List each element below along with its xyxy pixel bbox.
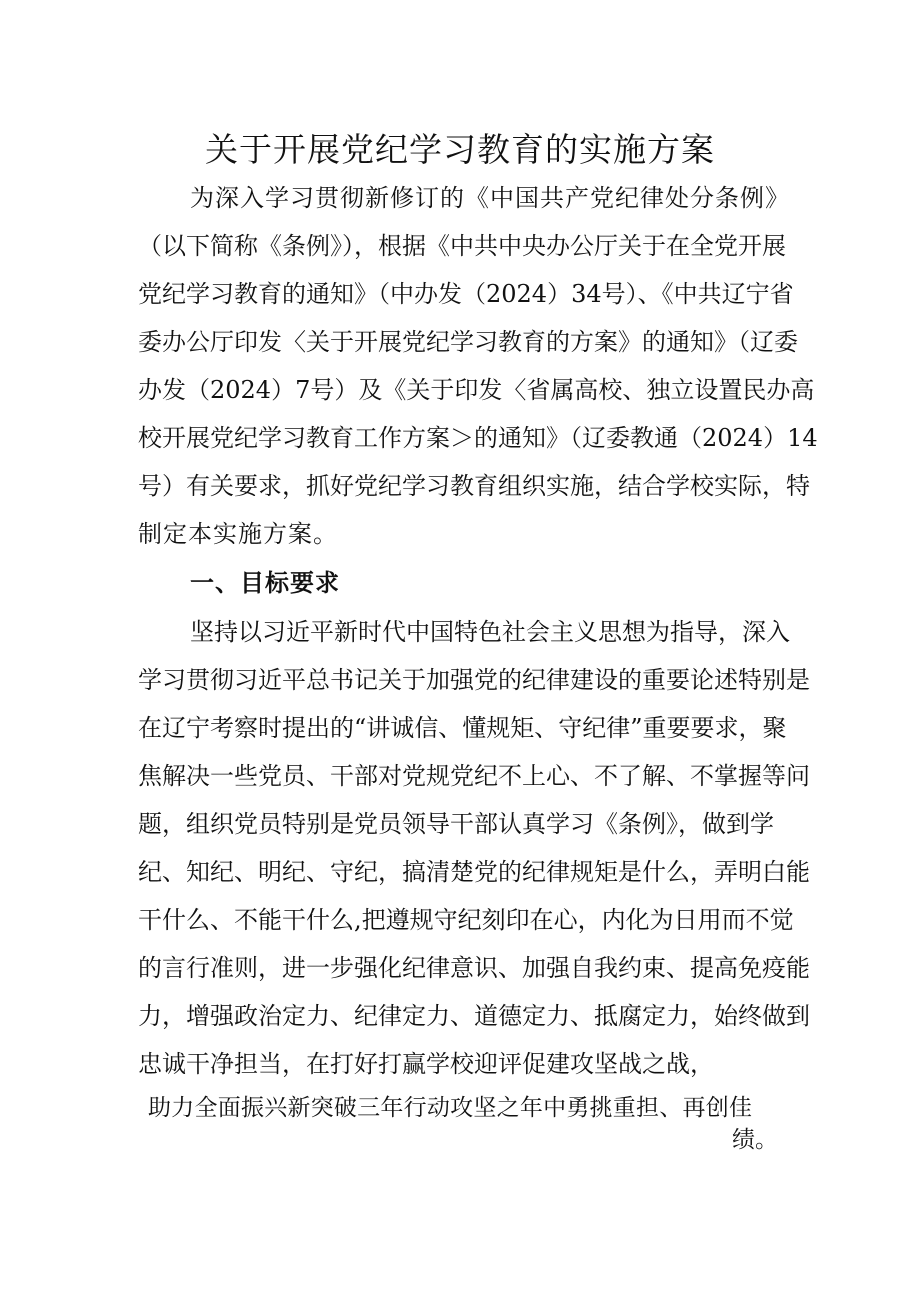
- section1-line-11: 助力全面振兴新突破三年行动攻坚之年中勇挑重担、再创佳: [148, 1095, 752, 1121]
- section1-line-1: 坚持以习近平新时代中国特色社会主义思想为指导，深入: [190, 618, 790, 646]
- intro-line-1: 为深入学习贯彻新修订的《中国共产党纪律处分条例》: [190, 184, 790, 212]
- intro-line-7: 号）有关要求，抓好党纪学习教育组织实施，结合学校实际，特: [138, 472, 810, 500]
- section1-line-12: 绩。: [732, 1127, 778, 1153]
- intro-line-6: 校开展党纪学习教育工作方案＞的通知》（辽委教通（2024）14: [138, 424, 818, 452]
- intro-line-4: 委办公厅印发〈关于开展党纪学习教育的方案》的通知》（辽委: [138, 328, 798, 356]
- section1-line-7: 干什么、不能干什么,把遵规守纪刻印在心，内化为日用而不觉: [138, 906, 794, 934]
- document-title: 关于开展党纪学习教育的实施方案: [205, 130, 715, 169]
- section1-line-9: 力，增强政治定力、纪律定力、道德定力、抵腐定力，始终做到: [138, 1002, 810, 1030]
- section1-line-4: 焦解决一些党员、干部对党规党纪不上心、不了解、不掌握等问: [138, 762, 810, 790]
- section-heading: 一、目标要求: [190, 569, 340, 597]
- section1-line-8: 的言行准则，进一步强化纪律意识、加强自我约束、提高免疫能: [138, 954, 810, 982]
- section1-line-2: 学习贯彻习近平总书记关于加强党的纪律建设的重要论述特别是: [138, 666, 810, 694]
- section1-line-3: 在辽宁考察时提出的“讲诚信、懂规矩、守纪律”重要要求，聚: [138, 714, 787, 742]
- section1-line-10: 忠诚干净担当，在打好打赢学校迎评促建攻坚战之战，: [138, 1050, 714, 1078]
- intro-line-5: 办发（2024）7号）及《关于印发〈省属高校、独立设置民办高: [138, 376, 815, 404]
- intro-line-2: （以下简称《条例》），根据《中共中央办公厅关于在全党开展: [138, 232, 786, 260]
- intro-line-8: 制定本实施方案。: [138, 520, 338, 548]
- section1-line-5: 题，组织党员特别是党员领导干部认真学习《条例》，做到学: [138, 810, 774, 838]
- intro-line-3: 党纪学习教育的通知》（中办发（2024）34号）、《中共辽宁省: [138, 280, 794, 308]
- section1-line-6: 纪、知纪、明纪、守纪，搞清楚党的纪律规矩是什么，弄明白能: [138, 858, 810, 886]
